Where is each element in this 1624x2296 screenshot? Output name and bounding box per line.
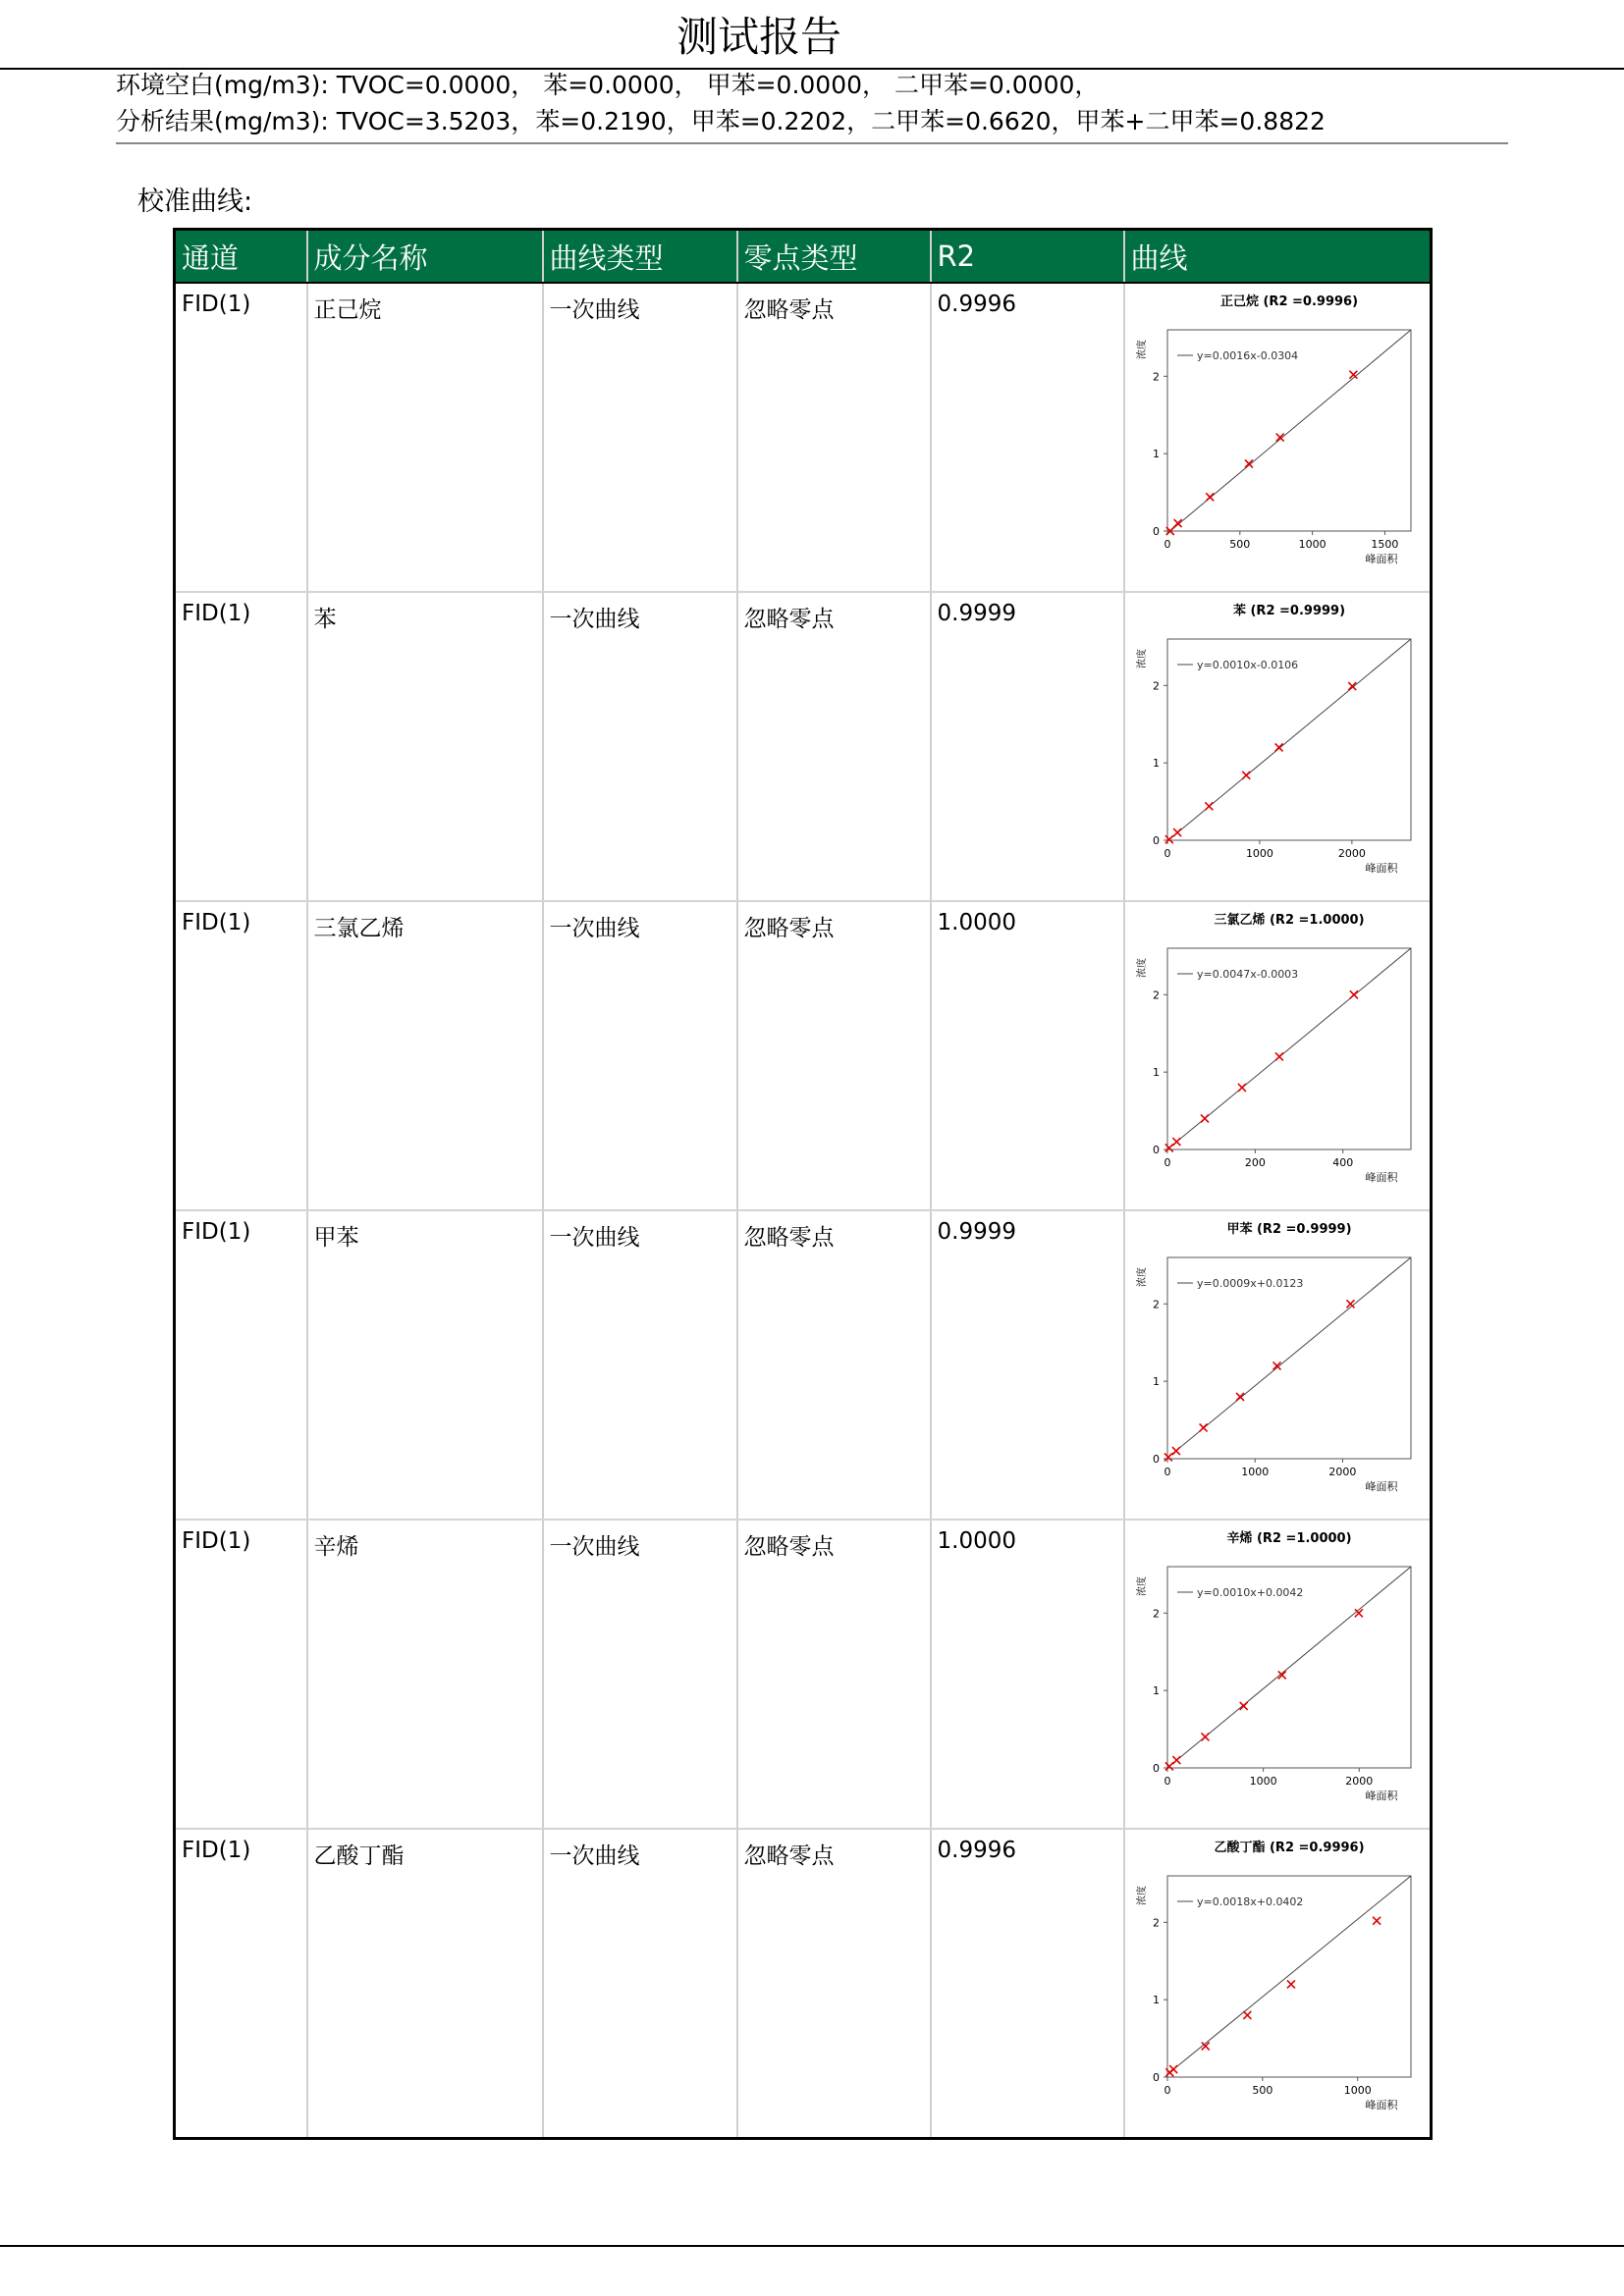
cell-channel: FID(1) — [175, 901, 307, 1210]
header-component-name: 成分名称 — [307, 230, 543, 284]
x-tick-label: 1000 — [1245, 847, 1273, 860]
header-curve: 曲线 — [1124, 230, 1432, 284]
header-channel: 通道 — [175, 230, 307, 284]
cell-zero-type: 忽略零点 — [737, 901, 931, 1210]
data-point — [1244, 459, 1252, 467]
legend-label: y=0.0010x-0.0106 — [1196, 659, 1298, 671]
y-axis-label: 浓度 — [1136, 1267, 1148, 1287]
y-tick-label: 2 — [1152, 1298, 1160, 1311]
x-tick-label: 0 — [1164, 847, 1170, 860]
x-tick-label: 0 — [1164, 538, 1170, 551]
data-point — [1201, 1733, 1209, 1740]
chart-title: 三氯乙烯 (R2 =1.0000) — [1213, 913, 1365, 928]
cell-channel: FID(1) — [175, 283, 307, 592]
cell-r2: 0.9996 — [931, 283, 1124, 592]
x-tick-label: 500 — [1228, 538, 1250, 551]
legend-label: y=0.0010x+0.0042 — [1196, 1586, 1303, 1599]
cell-channel: FID(1) — [175, 1829, 307, 2139]
data-point — [1172, 1756, 1180, 1764]
data-point — [1348, 682, 1356, 690]
x-tick-label: 2000 — [1337, 847, 1366, 860]
header-r2: R2 — [931, 230, 1124, 284]
x-tick-label: 1000 — [1240, 1466, 1269, 1478]
cell-component-name: 三氯乙烯 — [307, 901, 543, 1210]
y-axis-label: 浓度 — [1136, 649, 1148, 668]
x-tick-label: 1000 — [1343, 2084, 1372, 2097]
calibration-section-label: 校准曲线: — [137, 187, 253, 217]
footer-rule — [0, 2245, 1624, 2247]
cell-r2: 1.0000 — [931, 1520, 1124, 1829]
y-tick-label: 0 — [1152, 834, 1160, 847]
cell-curve-type: 一次曲线 — [543, 901, 737, 1210]
table-row — [175, 283, 1432, 592]
cell-component-name: 正己烷 — [307, 283, 543, 592]
data-point — [1206, 493, 1214, 501]
cell-curve-type: 一次曲线 — [543, 592, 737, 901]
data-point — [1200, 1114, 1208, 1122]
cell-curve-type: 一次曲线 — [543, 1829, 737, 2139]
y-tick-label: 0 — [1152, 525, 1160, 538]
data-point — [1373, 1917, 1380, 1925]
y-tick-label: 2 — [1152, 1916, 1160, 1930]
data-point — [1239, 1702, 1247, 1710]
cell-component-name: 乙酸丁酯 — [307, 1829, 543, 2139]
cell-r2: 1.0000 — [931, 901, 1124, 1210]
cell-component-name: 辛烯 — [307, 1520, 543, 1829]
calibration-chart — [1125, 284, 1433, 583]
data-point — [1164, 1453, 1171, 1461]
cell-zero-type: 忽略零点 — [737, 283, 931, 592]
legend-label: y=0.0009x+0.0123 — [1196, 1277, 1303, 1290]
header-divider — [116, 142, 1508, 144]
chart-title: 辛烯 (R2 =1.0000) — [1225, 1531, 1352, 1546]
y-axis-label: 浓度 — [1136, 1886, 1148, 1905]
y-tick-label: 0 — [1152, 1453, 1160, 1466]
chart-title: 甲苯 (R2 =0.9999) — [1225, 1222, 1352, 1237]
x-tick-label: 1000 — [1249, 1775, 1277, 1788]
header-curve-type: 曲线类型 — [543, 230, 737, 284]
table-row — [175, 1829, 1432, 2139]
y-tick-label: 1 — [1152, 1375, 1160, 1389]
y-tick-label: 1 — [1152, 448, 1160, 461]
x-axis-label: 峰面积 — [1365, 1171, 1397, 1184]
cell-curve-chart — [1124, 1520, 1432, 1829]
x-tick-label: 400 — [1331, 1156, 1353, 1169]
cell-r2: 0.9999 — [931, 592, 1124, 901]
y-tick-label: 2 — [1152, 370, 1160, 384]
x-tick-label: 1000 — [1298, 538, 1326, 551]
cell-r2: 0.9999 — [931, 1210, 1124, 1520]
legend-label: y=0.0018x+0.0402 — [1196, 1896, 1303, 1908]
calibration-chart — [1125, 902, 1433, 1201]
data-point — [1205, 802, 1213, 810]
data-point — [1171, 1447, 1179, 1455]
cell-curve-type: 一次曲线 — [543, 1210, 737, 1520]
cell-zero-type: 忽略零点 — [737, 1210, 931, 1520]
header-zero-type: 零点类型 — [737, 230, 931, 284]
cell-curve-type: 一次曲线 — [543, 283, 737, 592]
x-tick-label: 200 — [1244, 1156, 1266, 1169]
cell-channel: FID(1) — [175, 1520, 307, 1829]
cell-r2: 0.9996 — [931, 1829, 1124, 2139]
x-tick-label: 2000 — [1327, 1466, 1356, 1478]
x-axis-label: 峰面积 — [1365, 2099, 1397, 2111]
calibration-chart — [1125, 1211, 1433, 1511]
data-point — [1169, 2065, 1177, 2073]
table-header-row — [175, 230, 1432, 284]
x-axis-label: 峰面积 — [1365, 1480, 1397, 1493]
data-point — [1349, 990, 1357, 998]
x-axis-label: 峰面积 — [1365, 862, 1397, 875]
data-point — [1286, 1980, 1294, 1988]
x-axis-label: 峰面积 — [1365, 1789, 1397, 1802]
y-axis-label: 浓度 — [1136, 1576, 1148, 1596]
x-tick-label: 0 — [1164, 1775, 1170, 1788]
calibration-table — [173, 228, 1433, 2140]
cell-curve-chart — [1124, 1829, 1432, 2139]
env-blank-line: 环境空白(mg/m3): TVOC=0.0000， 苯=0.0000， 甲苯=0.0000， 二甲苯=0.0000， — [116, 71, 1100, 99]
calibration-chart — [1125, 593, 1433, 892]
legend-label: y=0.0047x-0.0003 — [1196, 968, 1298, 981]
x-tick-label: 0 — [1164, 1156, 1170, 1169]
report-title: 测试报告 — [676, 13, 841, 61]
cell-zero-type: 忽略零点 — [737, 592, 931, 901]
y-tick-label: 0 — [1152, 2071, 1160, 2084]
data-point — [1274, 1052, 1282, 1060]
cell-curve-chart — [1124, 901, 1432, 1210]
cell-curve-chart — [1124, 1210, 1432, 1520]
table-row — [175, 592, 1432, 901]
data-point — [1237, 1084, 1245, 1092]
calibration-chart — [1125, 1521, 1433, 1820]
cell-channel: FID(1) — [175, 1210, 307, 1520]
x-tick-label: 0 — [1164, 1466, 1170, 1478]
data-point — [1164, 1144, 1172, 1151]
cell-curve-type: 一次曲线 — [543, 1520, 737, 1829]
y-tick-label: 0 — [1152, 1762, 1160, 1775]
y-tick-label: 2 — [1152, 1607, 1160, 1621]
data-point — [1242, 772, 1250, 779]
cell-curve-chart — [1124, 283, 1432, 592]
x-tick-label: 0 — [1164, 2084, 1170, 2097]
y-tick-label: 1 — [1152, 1994, 1160, 2007]
cell-zero-type: 忽略零点 — [737, 1520, 931, 1829]
cell-curve-chart — [1124, 592, 1432, 901]
cell-component-name: 甲苯 — [307, 1210, 543, 1520]
y-tick-label: 2 — [1152, 679, 1160, 693]
table-row — [175, 1520, 1432, 1829]
data-point — [1173, 519, 1181, 527]
analysis-result-line: 分析结果(mg/m3): TVOC=3.5203，苯=0.2190，甲苯=0.2202，二甲苯=0.6620，甲苯+二甲苯=0.8822 — [116, 107, 1326, 135]
y-tick-label: 1 — [1152, 757, 1160, 771]
y-tick-label: 1 — [1152, 1066, 1160, 1080]
cell-channel: FID(1) — [175, 592, 307, 901]
cell-zero-type: 忽略零点 — [737, 1829, 931, 2139]
y-axis-label: 浓度 — [1136, 340, 1148, 359]
data-point — [1164, 1762, 1172, 1770]
data-point — [1164, 835, 1172, 843]
y-tick-label: 1 — [1152, 1684, 1160, 1698]
data-point — [1243, 2011, 1251, 2019]
chart-title: 正己烷 (R2 =0.9996) — [1219, 294, 1358, 309]
chart-title: 乙酸丁酯 (R2 =0.9996) — [1213, 1841, 1365, 1855]
table-row — [175, 1210, 1432, 1520]
x-tick-label: 2000 — [1344, 1775, 1373, 1788]
data-point — [1199, 1423, 1207, 1431]
calibration-chart — [1125, 1830, 1433, 2129]
x-axis-label: 峰面积 — [1365, 553, 1397, 565]
data-point — [1274, 743, 1282, 751]
chart-title: 苯 (R2 =0.9999) — [1232, 604, 1345, 618]
data-point — [1172, 1138, 1180, 1146]
table-row — [175, 901, 1432, 1210]
y-tick-label: 2 — [1152, 988, 1160, 1002]
legend-label: y=0.0016x-0.0304 — [1196, 349, 1298, 362]
cell-component-name: 苯 — [307, 592, 543, 901]
data-point — [1173, 828, 1181, 836]
data-point — [1236, 1393, 1244, 1401]
x-tick-label: 500 — [1251, 2084, 1272, 2097]
y-tick-label: 0 — [1152, 1144, 1160, 1156]
y-axis-label: 浓度 — [1136, 958, 1148, 978]
x-tick-label: 1500 — [1370, 538, 1398, 551]
